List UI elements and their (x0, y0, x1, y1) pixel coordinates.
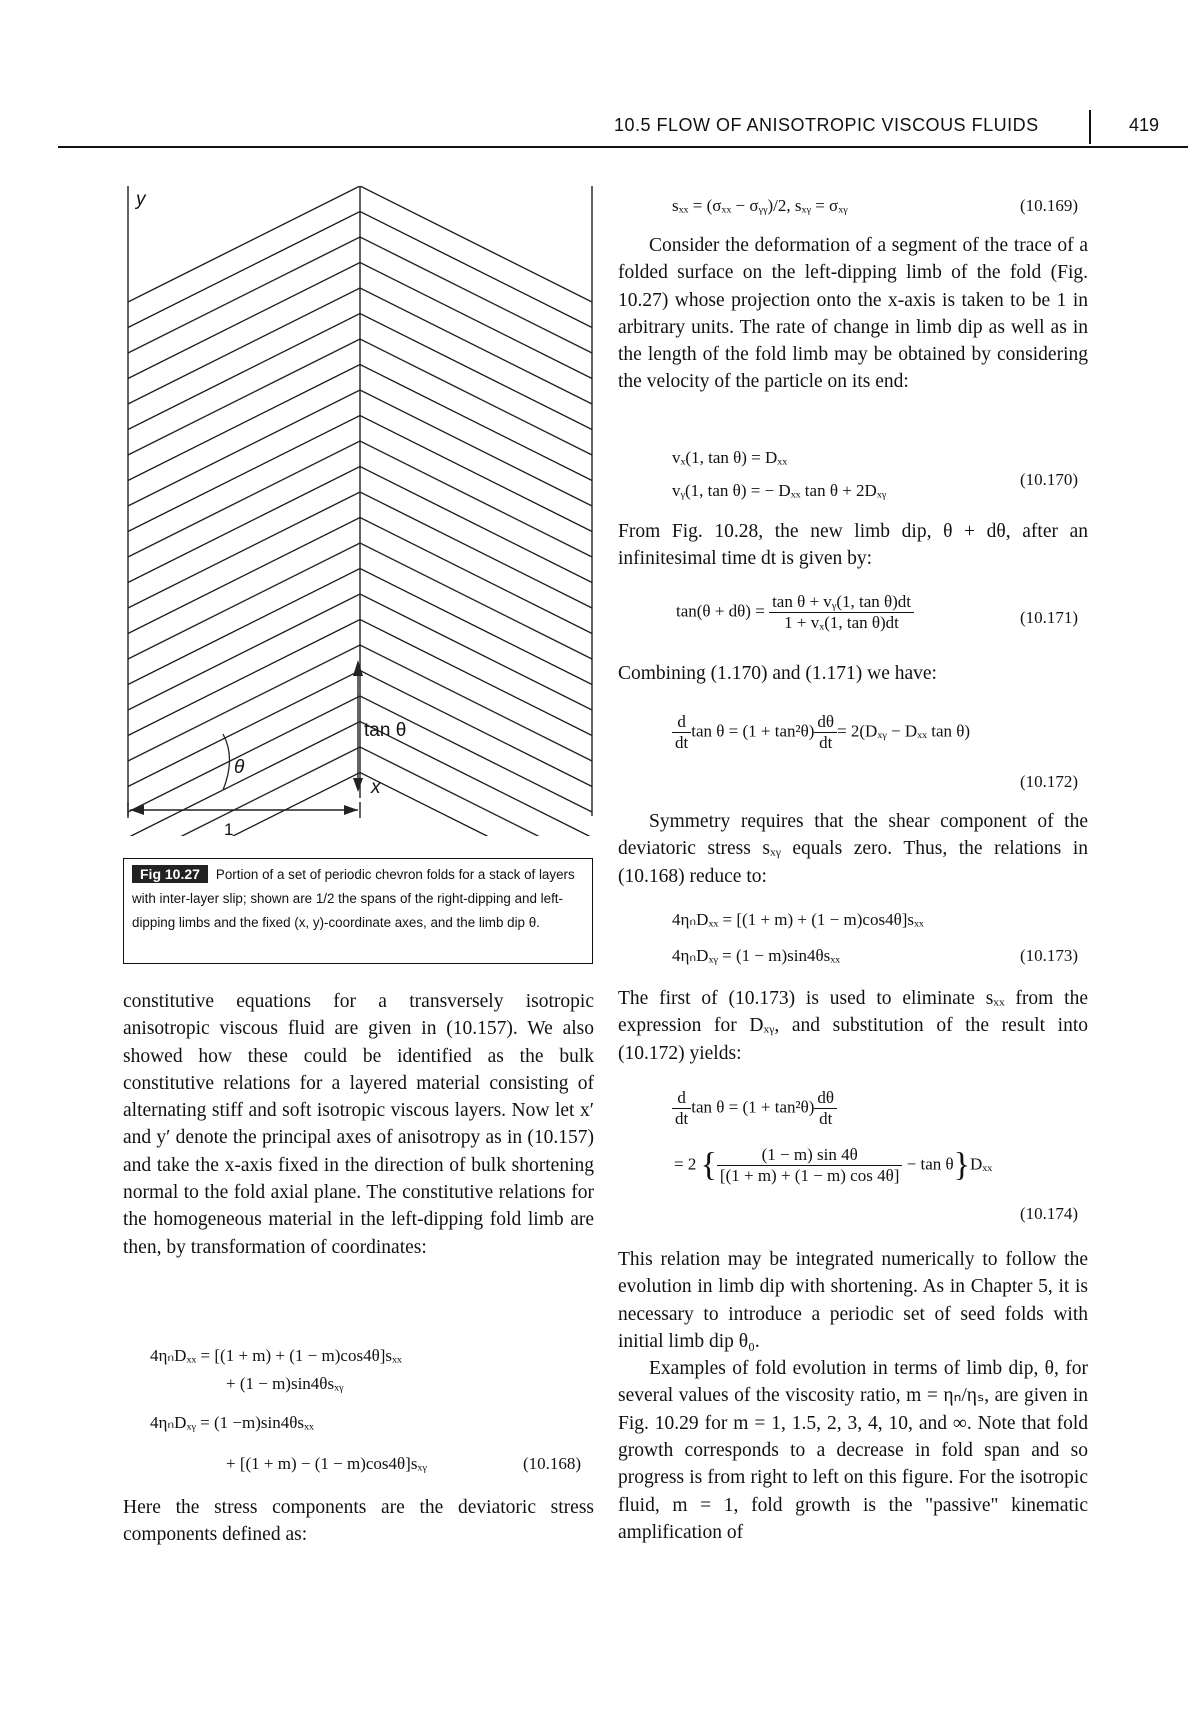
eq-172-number: (10.172) (1020, 772, 1079, 791)
eq-172-dt-2: dt (814, 732, 837, 753)
dimension-arrow-left (130, 805, 144, 815)
eq-172-d: d (677, 712, 686, 731)
right-paragraph-2: From Fig. 10.28, the new limb dip, θ + dθ, after an infinitesimal time dt is given by: (618, 521, 1088, 570)
eq-171-number: (10.171) (1020, 608, 1079, 627)
eq-174-dt: dt (672, 1108, 691, 1129)
eq-172-dtheta: dθ (817, 712, 835, 731)
eq-174-d: d (677, 1088, 686, 1107)
right-paragraph-5: The first of (10.173) is used to eliminate sₓₓ from the expression for Dₓᵧ, and substitution of the result into (10.172) yields: (618, 988, 1088, 1064)
figure-caption-label: Fig 10.27 (132, 865, 208, 883)
chevron-fold-figure (118, 186, 598, 836)
tan-arrow-down (353, 778, 363, 792)
eq-174-brace-open: { (700, 1146, 717, 1184)
eq-168-number: (10.168) (523, 1454, 582, 1473)
eq-172-part-a: tan θ = (1 + tan²θ) (691, 721, 815, 741)
eq-169: sₓₓ = (σₓₓ − σᵧᵧ)/2, sₓᵧ = σₓᵧ (672, 196, 848, 215)
right-paragraph-3: Combining (1.170) and (1.171) we have: (618, 663, 937, 684)
right-paragraph-1: Consider the deformation of a segment of the trace of a folded surface on the left-dipping limb of the fold (Fig. 10.27) whose projection onto the x-axis is taken to be 1 in arbitrary units. The rate of change in limb dip as well as in the length of the fold limb may be obtained by considering the velocity of the particle on its end: (618, 235, 1088, 393)
eq-168-line-3: 4ηₙDₓᵧ = (1 −m)sin4θsₓₓ (150, 1413, 314, 1432)
eq-171-denominator: 1 + vₓ(1, tan θ)dt (769, 612, 914, 633)
eq-168-line-2: + (1 − m)sin4θsₓᵧ (226, 1374, 344, 1393)
x-axis-label: x (371, 777, 381, 798)
eq-174-fraction (717, 1145, 902, 1186)
eq-171 (676, 592, 914, 633)
header-rule (58, 146, 1188, 148)
header-separator (1089, 110, 1091, 144)
eq-173-line-1: 4ηₙDₓₓ = [(1 + m) + (1 − m)cos4θ]sₓₓ (672, 910, 924, 929)
eq-173-number: (10.173) (1020, 946, 1079, 965)
right-paragraph-7: Examples of fold evolution in terms of limb dip, θ, for several values of the viscosity ratio, m = ηₙ/ηₛ, are given in Fig. 10.29 for m = 1, 1.5, 2, 3, 4, 10, and ∞. Note that fold growth corresponds to a decrease in fold span and so progress is from right to left on this figure. For the isotropic fluid, m = 1, fold growth is the "passive" kinematic amplification of (618, 1358, 1088, 1543)
eq-172-d-dt (672, 712, 691, 753)
eq-168-line-4: + [(1 + m) − (1 − m)cos4θ]sₓᵧ (226, 1454, 427, 1473)
eq-174-dt-2: dt (814, 1108, 837, 1129)
eq-174-number: (10.174) (1020, 1204, 1079, 1223)
eq-170-line-2: vᵧ(1, tan θ) = − Dₓₓ tan θ + 2Dₓᵧ (672, 481, 887, 500)
eq-172-dt: dt (672, 732, 691, 753)
tan-arrow-up (353, 660, 363, 676)
eq-169-number: (10.169) (1020, 196, 1079, 215)
eq-174-part-a: tan θ = (1 + tan²θ) (691, 1097, 815, 1117)
eq-170-line-1: vₓ(1, tan θ) = Dₓₓ (672, 448, 788, 467)
dimension-arrow-right (344, 805, 358, 815)
eq-171-numerator: tan θ + vᵧ(1, tan θ)dt (772, 592, 912, 611)
eq-174-numerator: (1 − m) sin 4θ (761, 1145, 858, 1164)
right-paragraph-4: Symmetry requires that the shear component of the deviatoric stress sₓᵧ equals zero. Thus, the relations in (10.168) reduce to: (618, 811, 1088, 887)
eq-171-lhs: tan(θ + dθ) = (676, 601, 765, 621)
eq-174-end: Dₓₓ (969, 1154, 993, 1174)
left-paragraph-1: constitutive equations for a transversely isotropic anisotropic viscous fluid are given in (10.157). We also showed how these could be identified as the bulk constitutive relations for a layered material consisting of alternating stiff and soft isotropic viscous layers. Now let x′ and y′ denote the principal axes of anisotropy as in (10.157) and take the x-axis fixed in the direction of bulk shortening normal to the fold axial plane. The constitutive relations for the homogeneous material in the left-dipping fold limb are then, by transformation of coordinates: (123, 991, 594, 1258)
eq-174-denominator: [(1 + m) + (1 − m) cos 4θ] (717, 1165, 902, 1186)
right-paragraph-6: This relation may be integrated numerically to follow the evolution in limb dip with shortening. As in Chapter 5, it is necessary to introduce a periodic set of seed folds with initial limb dip θ₀. Examples of fold evolution in terms of limb dip, θ, for several values of the viscosity ratio, m = ηₙ/ηₛ, are given in Fig. 10.29 for m = 1, 1.5, 2, 3, 4, 10, and ∞. Note that fold growth corresponds to a decrease in fold span and so progress is from right to left on this figure. For the isotropic fluid, m = 1, fold growth is the "passive" kinematic amplification of (618, 1246, 1088, 1546)
tan-theta-label: tan θ (364, 720, 407, 741)
eq-172-part-b: = 2(Dₓᵧ − Dₓₓ tan θ) (837, 721, 971, 741)
running-header: 10.5 FLOW OF ANISOTROPIC VISCOUS FLUIDS (614, 115, 1039, 135)
unit-length-label: 1 (224, 820, 234, 839)
eq-172-dtheta-dt (814, 712, 837, 753)
eq-171-fraction (769, 592, 914, 633)
eq-174-brace-close: } (953, 1146, 970, 1184)
figure-caption (123, 858, 593, 964)
page-number: 419 (1129, 115, 1160, 135)
left-paragraph-2: Here the stress components are the deviatoric stress components defined as: (123, 1497, 594, 1546)
eq-170-number: (10.170) (1020, 470, 1079, 489)
eq-174-post: − tan θ (906, 1154, 954, 1174)
eq-168-line-1: 4ηₙDₓₓ = [(1 + m) + (1 − m)cos4θ]sₓₓ (150, 1346, 402, 1365)
eq-174-dtheta: dθ (817, 1088, 835, 1107)
eq-174-line-1 (672, 1088, 837, 1129)
eq-174-prefix: = 2 (674, 1154, 697, 1174)
eq-173-line-2: 4ηₙDₓᵧ = (1 − m)sin4θsₓₓ (672, 946, 841, 965)
eq-172 (672, 712, 970, 753)
eq-174-d-dt (672, 1088, 691, 1129)
figure-caption-text: Portion of a set of periodic chevron folds for a stack of layers with inter-layer slip; shown are 1/2 the spans of the right-dipping and left-dipping limbs and the fixed (x, y)-coordinate axes, and the limb dip θ. (132, 867, 575, 930)
eq-174-line-2 (674, 1145, 992, 1186)
y-axis-label: y (136, 189, 146, 210)
eq-174-dtheta-dt (814, 1088, 837, 1129)
theta-label: θ (234, 757, 245, 778)
